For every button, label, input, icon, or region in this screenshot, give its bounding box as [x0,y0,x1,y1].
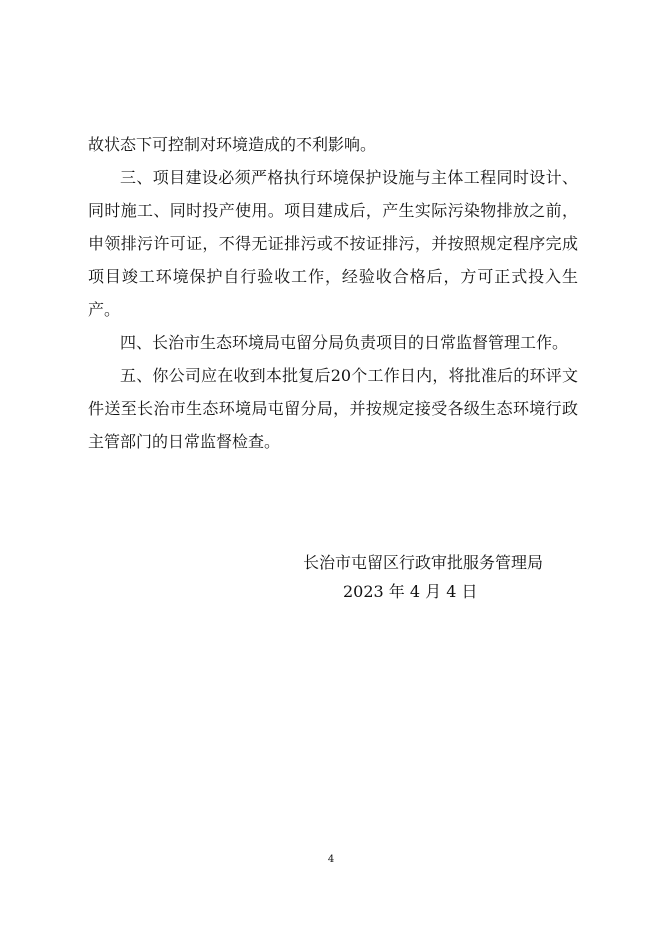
signature-organization: 长治市屯留区行政审批服务管理局 [303,553,544,572]
paragraph-continuation: 故状态下可控制对环境造成的不利影响。 [88,135,377,154]
body-text [88,128,578,458]
page-number: 4 [327,854,335,865]
paragraph-item-5: 五、你公司应在收到本批复后20个工作日内，将批准后的环评文件送至长治市生态环境局屯留分局，并按规定接受各级生态环境行政主管部门的日常监督检查。 [88,366,578,451]
paragraph-item-4: 四、长治市生态环境局屯留分局负责项目的日常监督管理工作。 [120,333,569,352]
paragraph-item-3: 三、项目建设必须严格执行环境保护设施与主体工程同时设计、同时施工、同时投产使用。项目建成后，产生实际污染物排放之前，申领排污许可证，不得无证排污或不按证排污，并按照规定程序完成项目竣工环境保护自行验收工作，经验收合格后，方可正式投入生产。 [88,168,578,319]
signature-date: 2023 年 4 月 4 日 [343,582,478,601]
